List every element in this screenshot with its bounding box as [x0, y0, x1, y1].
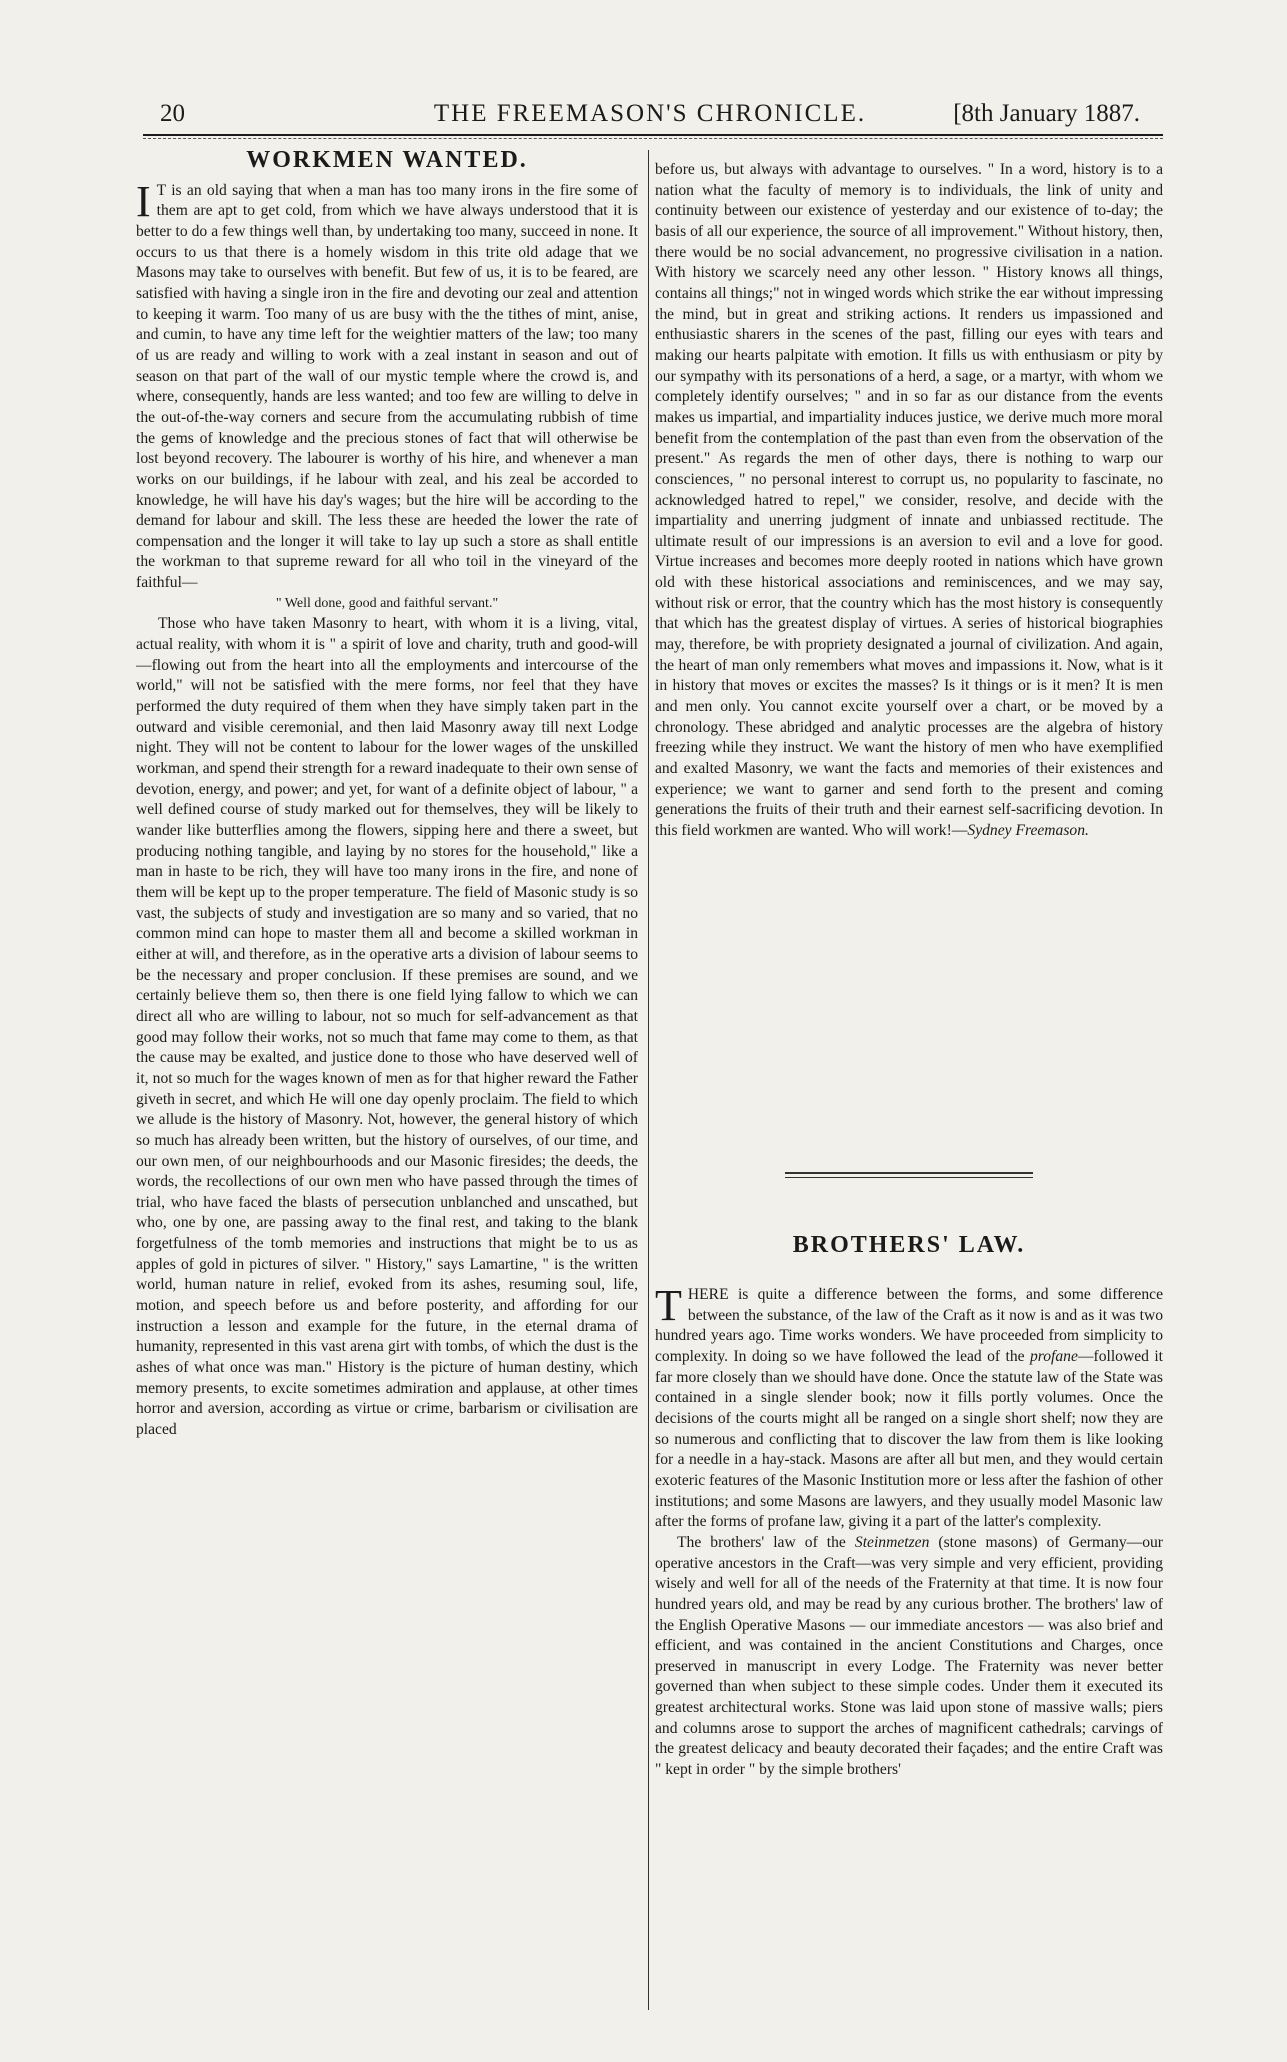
page-header: [140, 98, 1160, 134]
drop-cap: T: [655, 1285, 682, 1330]
masthead-title: THE FREEMASON'S CHRONICLE.: [433, 100, 867, 127]
header-rule-dashed: [143, 138, 1163, 139]
article-source: Sydney Freemason.: [967, 822, 1089, 839]
paragraph-text: T is an old saying that when a man has too many irons in the fire some of them are apt to get cold, from which we have always understood that it is better to do a few things well than, by undertaking too many, succeed in none. It occurs to us that there is a homely wisdom in this trite old adage that we Masons may take to ourselves with benefit. But few of us, it is to be feared, are satisfied with having a single iron in the fire and devoting our zeal and attention to keeping it warm. Too many of us are busy with the the tithes of mint, anise, and cumin, to have any time left for the weightier matters of the law; too many of us are ready and willing to work with a zeal instant in season and out of season on that part of the wall of our mystic temple where the crowd is, and where, consequently, hands are less wanted; and too few are willing to delve in the out-of-the-way corners and secure from the accumulating rubbish of time the gems of knowledge and the precious stones of fact that will otherwise be lost beyond recovery. The labourer is worthy of his hire, and whenever a man works on our buildings, if he labour with zeal, and his zeal be accorded to knowledge, he will have his day's wages; but the hire will be according to the demand for labour and skill. The less these are heeded the lower the rate of compensation and the longer it will take to lay up such a store as shall entitle the workman to that supreme reward for all who toil in the vineyard of the faithful—: [136, 181, 638, 592]
article-paragraph: [655, 160, 1163, 842]
paragraph-text: —followed it far more closely than we should have done. Once the statute law of the State was contained in a single slender book; now it fills portly volumes. Once the decisions of the courts might all be ranged on a single short shelf; now they are so numerous and conflicting that to discover the law from them is like looking for a needle in a hay-stack. Masons are after all but men, and they would certain exoteric features of the Masonic Institution more or less after the fashion of other institutions; and some Masons are lawyers, and they usually model Masonic law after the forms of profane law, giving it a part of the latter's complexity.: [655, 1347, 1163, 1531]
article-paragraph: [655, 1285, 1163, 1533]
italic-term: profane: [1029, 1347, 1078, 1365]
brothers-law-article: [655, 1285, 1163, 2015]
article-paragraph: Those who have taken Masonry to heart, with whom it is a living, vital, actual reality, with whom it is " a spirit of love and charity, truth and good-will—flowing out from the heart into all the employments and intercourse of the world," will not be satisfied with the mere forms, nor feel that they have performed the duty required of them when they have simply taken part in the outward and visible ceremonial, and then laid Masonry away till next Lodge night. They will not be content to labour for the lower wages of the unskilled workman, and spend their strength for a reward inadequate to their own sense of devotion, energy, and power; and yet, for want of a definite object of labour, " a well defined course of study marked out for themselves, they will be likely to wander like butterflies among the flowers, sipping here and there a sweet, but producing nothing tangible, and laying by no stores for the household," like a man in haste to be rich, they will have too many irons in the fire, and none of them will be kept up to the proper temperature. The field of Masonic study is so vast, the subjects of study and investigation are so many and so varied, that no common mind can hope to master them all and become a skilled workman in either at will, and therefore, as in the operative arts a division of labour seems to be the necessary and proper conclusion. If these premises are sound, and we certainly believe them so, then there is one field lying fallow to which we can direct all who are willing to labour, not so much for self-advancement as that good may follow their works, not so much that fame may come to them, as that the cause may be exalted, and justice done to those who have deserved well of it, not so much for the wages known of men as for that higher reward the Father giveth in secret, and which He will one day openly proclaim. The field to which we allude is the history of Masonry. Not, however, the general history of which so much has already been written, but the history of ourselves, of our time, and our own men, of our neighbourhoods and our Masonic firesides; the deeds, the words, the recollections of our own men who have passed through the times of trial, who have faced the blasts of persecution unblanched and unscathed, but who, one by one, are passing away to the final rest, and taking to the blank forgetfulness of the tomb memories and instructions that might be to us as apples of gold in pictures of silver. " History," says Lamartine, " is the written world, human nature in relief, evoked from its ashes, resuming soul, life, motion, and speech before us and before posterity, and affording for our instruction a lesson and example for the future, in the eternal drama of humanity, represented in this vast arena girt with tombs, of which the dust is the ashes of what once was man." History is the picture of human destiny, which memory presents, to excite sometimes admiration and applause, at other times horror and aversion, according as virtue or crime, barbarism or civilisation are placed: [136, 615, 638, 1439]
pull-quote: " Well done, good and faithful servant.": [275, 595, 499, 611]
article-title-brothers: BROTHERS' LAW.: [792, 1232, 1026, 1258]
page-number: 20: [160, 100, 185, 127]
left-column: [136, 150, 638, 2010]
header-rule: [143, 134, 1163, 136]
paragraph-text: HERE is quite a difference between the forms, and some difference between the substance, of the law of the Craft as it now is and as it was two hundred years ago. Time works wonders. We have proceeded from simplicity to complexity. In doing so we have followed the lead of the: [655, 1286, 1163, 1365]
paragraph-text: (stone masons) of Germany—our operative ancestors in the Craft—was very simple and very efficient, providing wisely and well for all of the needs of the Fraternity at that time. It is now four hundred years old, and may be read by any curious brother. The brothers' law of the English Operative Masons — our immediate ancestors — was also brief and efficient, and was contained in the ancient Constitutions and Charges, once preserved in manuscript in every Lodge. The Fraternity was never better governed than when subject to these simple codes. Under them it executed its greatest architectural works. Stone was laid upon stone of massive walls; piers and columns arose to support the arches of magnificent cathedrals; carvings of the greatest delicacy and beauty decorated their façades; and the entire Craft was " kept in order " by the simple brothers': [655, 1533, 1163, 1779]
section-separator-rule: [785, 1177, 1033, 1178]
paragraph-text: before us, but always with advantage to ourselves. " In a word, history is to a nation what the faculty of memory is to individuals, the link of unity and continuity between our existence of yesterday and our existence of to-day; the basis of all our experience, the source of all improvement." Without history, then, there would be no social advancement, no progressive civilisation in a nation. With history we scarcely need any other lesson. " History knows all things, contains all things;" not in winged words which strike the ear without impressing the mind, but in great and striking actions. It renders us impassioned and enthusiastic sharers in the scenes of the past, filling our eyes with tears and making our hearts palpitate with emotion. It fills us with enthusiasm or pity by our sympathy with its personations of a herd, a sage, or a martyr, with whom we completely identify ourselves; " and in so far as our distance from the events makes us impartial, and impartiality induces justice, we derive much more moral benefit from the contemplation of the past than even from the observation of the present." As regards the men of other days, there is nothing to warp our consciences, " no personal interest to corrupt us, no popularity to fascinate, no acknowledged hatred to repel," we consider, resolve, and decide with the impartiality and unerring judgment of innate and unbiassed rectitude. The ultimate result of our impressions is an aversion to evil and a love for good. Virtue increases and becomes more deeply rooted in nations which have grown old with these historical associations and reminiscences, and we may say, without risk or error, that the country which has the most history is consequently that which has the greatest display of virtues. A series of historical biographies may, therefore, be with propriety designated a journal of civilization. And again, the heart of man only remembers what moves and impassions it. Now, what is it in history that moves or excites the masses? Is it things or is it men? It is men and men only. You cannot excite yourself over a chart, or be moved by a chronology. These abridged and analytic processes are the algebra of history freezing while they instruct. We want the history of men who have exemplified and exalted Masonry, we want the facts and memories of their existences and experience; we want to garner and send forth to the present and coming generations the fruits of their truth and their earnest self-sacrificing devotion. In this field workmen are wanted. Who will work!—: [655, 161, 1163, 839]
paragraph-text: The brothers' law of the: [677, 1533, 855, 1551]
drop-cap: I: [136, 176, 151, 226]
article-paragraph: [136, 176, 638, 594]
article-paragraph: [655, 1533, 1163, 1781]
brothers-title-block: [655, 1232, 1163, 1269]
issue-date: [8th January 1887.: [953, 100, 1140, 127]
column-divider: [648, 150, 649, 2010]
italic-term: Steinmetzen: [854, 1533, 930, 1551]
right-column-continuation: [655, 160, 1163, 1140]
section-separator-rule: [785, 1172, 1033, 1174]
article-title-workmen: WORKMEN WANTED.: [246, 150, 528, 173]
